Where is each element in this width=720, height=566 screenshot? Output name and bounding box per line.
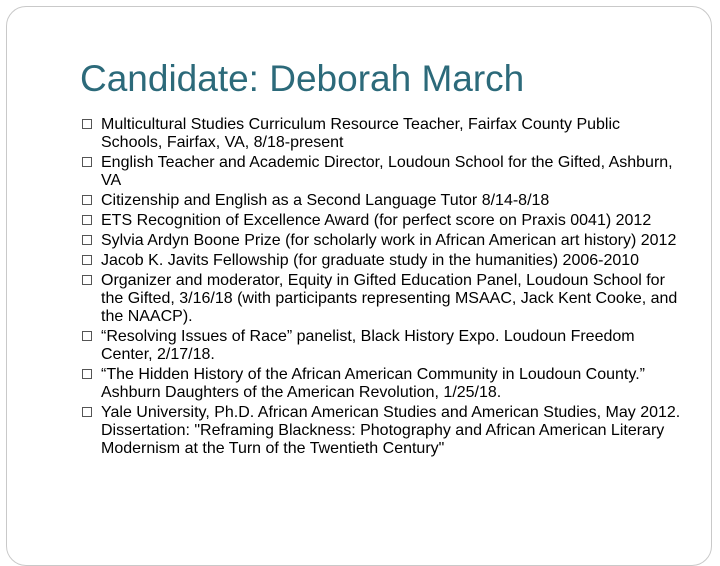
bullet-text: Jacob K. Javits Fellowship (for graduate study in the humanities) 2006-2010 [101,252,640,269]
square-bullet-icon [82,369,92,379]
list-item [82,232,682,250]
list-item [82,366,682,402]
list-item [82,272,682,326]
bullet-text: Yale University, Ph.D. African American Studies and American Studies, May 2012. Dissertation: "Reframing Blackness: Photography and African American Literary Modernism at the Turn of the Twentieth Century" [101,404,681,457]
bullet-text: Multicultural Studies Curriculum Resource Teacher, Fairfax County Public Schools, Fairfax, VA, 8/18-present [101,116,621,151]
bullet-text: Citizenship and English as a Second Language Tutor 8/14-8/18 [101,192,550,209]
bullet-text: Organizer and moderator, Equity in Gifted Education Panel, Loudoun School for the Gifted, 3/16/18 (with participants representing MSAAC, Jack Kent Cooke, and the NAACP). [101,272,678,325]
square-bullet-icon [82,157,92,167]
list-item [82,252,682,270]
bullet-text: “Resolving Issues of Race” panelist, Black History Expo. Loudoun Freedom Center, 2/17/18. [101,328,635,363]
list-item [82,116,682,152]
square-bullet-icon [82,119,92,129]
bullet-text: “The Hidden History of the African American Community in Loudoun County.” Ashburn Daughters of the American Revolution, 1/25/18. [101,366,645,401]
list-item [82,404,682,458]
square-bullet-icon [82,235,92,245]
list-item [82,212,682,230]
square-bullet-icon [82,195,92,205]
square-bullet-icon [82,275,92,285]
bullet-text: English Teacher and Academic Director, Loudoun School for the Gifted, Ashburn, VA [101,154,673,189]
list-item [82,154,682,190]
bullet-text: ETS Recognition of Excellence Award (for perfect score on Praxis 0041) 2012 [101,212,652,229]
slide-title: Candidate: Deborah March [80,58,525,99]
square-bullet-icon [82,215,92,225]
list-item [82,328,682,364]
list-item [82,192,682,210]
square-bullet-icon [82,331,92,341]
bullet-list [82,116,682,460]
square-bullet-icon [82,407,92,417]
square-bullet-icon [82,255,92,265]
bullet-text: Sylvia Ardyn Boone Prize (for scholarly work in African American art history) 2012 [101,232,677,249]
